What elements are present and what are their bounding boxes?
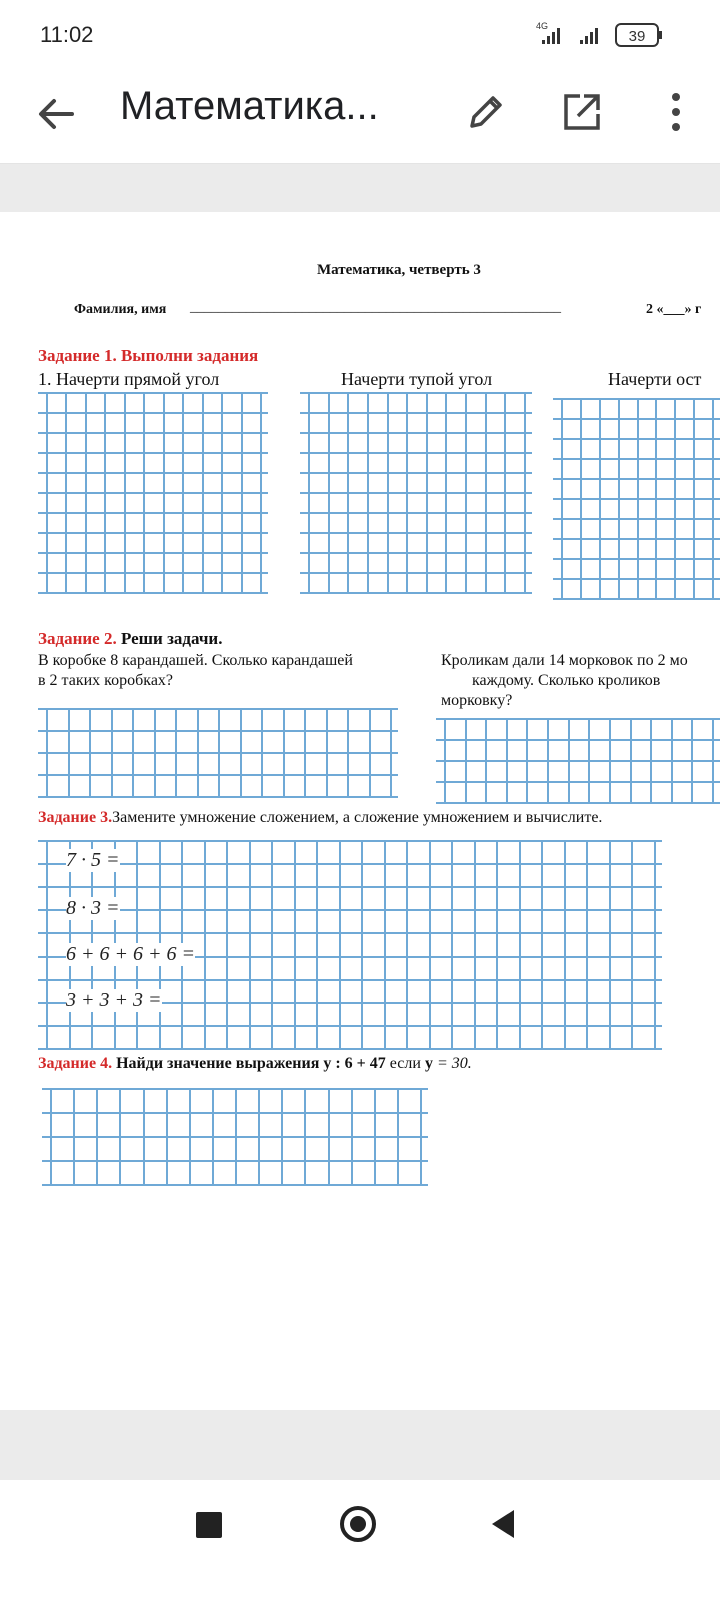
grid-line-vertical — [50, 1088, 52, 1184]
grid-line-vertical — [524, 392, 526, 592]
grid-line-vertical — [96, 1088, 98, 1184]
grid-line-horizontal — [38, 979, 662, 981]
grid-line-vertical — [654, 840, 656, 1048]
grid-line-vertical — [202, 392, 204, 592]
grid-line-vertical — [347, 708, 349, 796]
grid-line-vertical — [465, 718, 467, 802]
grid-line-vertical — [260, 392, 262, 592]
grid-line-horizontal — [553, 598, 720, 600]
expression-1: 7 · 5 = — [66, 849, 120, 871]
grid-line-vertical — [124, 392, 126, 592]
grid-line-vertical — [197, 708, 199, 796]
grid-line-vertical — [631, 840, 633, 1048]
grid-line-vertical — [547, 718, 549, 802]
grid-line-horizontal — [38, 863, 662, 865]
grid-line-horizontal — [300, 432, 532, 434]
grid-line-vertical — [132, 708, 134, 796]
grid-line-vertical — [564, 840, 566, 1048]
back-button[interactable] — [30, 88, 82, 140]
grid-line-vertical — [426, 392, 428, 592]
name-line: _____________________________________________________ — [190, 300, 561, 315]
grid-line-vertical — [204, 840, 206, 1048]
task4-heading-if: если — [389, 1055, 421, 1072]
grid-line-vertical — [712, 398, 714, 598]
grid-line-horizontal — [38, 512, 268, 514]
grid-line-vertical — [712, 718, 714, 802]
grid-line-vertical — [189, 1088, 191, 1184]
grid-line-vertical — [166, 1088, 168, 1184]
network-type: 4G — [536, 21, 549, 31]
grid-line-horizontal — [300, 492, 532, 494]
grid-line-vertical — [308, 392, 310, 592]
grid-line-vertical — [586, 840, 588, 1048]
grid-line-vertical — [235, 1088, 237, 1184]
date-field: 2 «___» г — [646, 302, 702, 317]
edit-button[interactable] — [460, 86, 512, 138]
grid-line-vertical — [328, 1088, 330, 1184]
grid-line-vertical — [465, 392, 467, 592]
grid-line-horizontal — [38, 412, 268, 414]
grid-line-vertical — [283, 708, 285, 796]
viewer-background-bottom — [0, 1410, 720, 1480]
problem1-line1: В коробке 8 карандашей. Сколько карандашей — [38, 652, 353, 669]
grid-line-horizontal — [436, 802, 720, 804]
grid-line-vertical — [588, 718, 590, 802]
grid-line-vertical — [485, 718, 487, 802]
problem2-line3: морковку? — [441, 692, 513, 709]
home-icon — [350, 1516, 366, 1532]
grid-line-horizontal — [300, 412, 532, 414]
grid-line-vertical — [580, 398, 582, 598]
grid-line-vertical — [674, 398, 676, 598]
grid-line-vertical — [46, 708, 48, 796]
grid-line-horizontal — [38, 452, 268, 454]
grid-line-vertical — [637, 398, 639, 598]
grid-line-vertical — [445, 392, 447, 592]
grid-line-horizontal — [436, 739, 720, 741]
grid-line-vertical — [304, 1088, 306, 1184]
grid-line-vertical — [568, 718, 570, 802]
grid-task1-b[interactable] — [300, 392, 532, 592]
problem2-line1: Кроликам дали 14 морковок по 2 мо — [441, 652, 688, 669]
grid-line-vertical — [541, 840, 543, 1048]
task2-heading-number: Задание 2. — [38, 629, 117, 648]
task4-heading — [38, 1055, 472, 1073]
grid-line-vertical — [304, 708, 306, 796]
grid-line-vertical — [212, 1088, 214, 1184]
grid-line-vertical — [691, 718, 693, 802]
grid-task2-b[interactable] — [436, 718, 720, 802]
task1-heading: Задание 1. Выполни задания — [38, 346, 259, 365]
grid-line-horizontal — [38, 472, 268, 474]
grid-line-horizontal — [300, 592, 532, 594]
grid-task1-a[interactable] — [38, 392, 268, 592]
grid-line-vertical — [485, 392, 487, 592]
grid-line-vertical — [387, 392, 389, 592]
status-icons — [536, 20, 676, 55]
grid-line-vertical — [46, 392, 48, 592]
grid-line-vertical — [526, 718, 528, 802]
grid-line-vertical — [451, 840, 453, 1048]
grid-line-vertical — [351, 1088, 353, 1184]
grid-line-vertical — [618, 398, 620, 598]
grid-line-vertical — [294, 840, 296, 1048]
grid-line-vertical — [85, 392, 87, 592]
task3-heading-number: Задание 3. — [38, 809, 113, 826]
grid-line-vertical — [374, 1088, 376, 1184]
grid-line-horizontal — [38, 796, 398, 798]
grid-line-vertical — [154, 708, 156, 796]
grid-line-vertical — [406, 840, 408, 1048]
grid-line-horizontal — [38, 886, 662, 888]
grid-line-horizontal — [38, 532, 268, 534]
task4-variable: y — [424, 1055, 433, 1072]
system-nav-bar — [0, 1480, 720, 1600]
grid-line-horizontal — [38, 492, 268, 494]
open-external-icon — [556, 86, 608, 138]
expression-2: 8 · 3 = — [66, 897, 120, 919]
grid-line-vertical — [316, 840, 318, 1048]
grid-line-vertical — [347, 392, 349, 592]
system-back-button[interactable] — [492, 1510, 514, 1538]
grid-line-horizontal — [300, 572, 532, 574]
grid-line-vertical — [397, 1088, 399, 1184]
grid-line-vertical — [650, 718, 652, 802]
grid-line-vertical — [474, 840, 476, 1048]
recents-button[interactable] — [196, 1512, 222, 1538]
grid-line-vertical — [143, 1088, 145, 1184]
grid-line-vertical — [261, 708, 263, 796]
more-options-button[interactable] — [650, 86, 702, 138]
signal-icon — [536, 20, 676, 50]
grid-line-vertical — [221, 392, 223, 592]
task1-item-right-angle: 1. Начерти прямой угол — [38, 369, 220, 389]
grid-line-vertical — [444, 718, 446, 802]
grid-line-vertical — [182, 392, 184, 592]
page-title: Математика... — [120, 84, 379, 128]
grid-line-vertical — [693, 398, 695, 598]
grid-line-vertical — [609, 718, 611, 802]
grid-line-vertical — [89, 708, 91, 796]
grid-line-vertical — [506, 718, 508, 802]
app-bar — [0, 70, 720, 164]
viewer-background-top — [0, 164, 720, 212]
grid-line-vertical — [226, 840, 228, 1048]
grid-line-vertical — [68, 708, 70, 796]
pencil-icon — [460, 86, 512, 138]
grid-line-vertical — [175, 708, 177, 796]
grid-line-vertical — [241, 392, 243, 592]
grid-line-vertical — [609, 840, 611, 1048]
grid-line-vertical — [104, 392, 106, 592]
grid-line-horizontal — [42, 1184, 428, 1186]
grid-line-vertical — [339, 840, 341, 1048]
grid-line-horizontal — [38, 572, 268, 574]
grid-line-vertical — [367, 392, 369, 592]
grid-line-vertical — [429, 840, 431, 1048]
grid-line-vertical — [218, 708, 220, 796]
arrow-left-icon — [30, 88, 82, 140]
grid-line-horizontal — [38, 932, 662, 934]
grid-line-vertical — [655, 398, 657, 598]
grid-line-horizontal — [300, 552, 532, 554]
grid-line-vertical — [599, 398, 601, 598]
grid-line-horizontal — [300, 472, 532, 474]
grid-line-vertical — [258, 1088, 260, 1184]
grid-line-vertical — [420, 1088, 422, 1184]
grid-line-horizontal — [300, 452, 532, 454]
grid-line-vertical — [369, 708, 371, 796]
grid-task4[interactable] — [42, 1088, 428, 1184]
grid-line-vertical — [281, 1088, 283, 1184]
problem1-line2: в 2 таких коробках? — [38, 672, 174, 689]
grid-task1-c[interactable] — [553, 398, 720, 598]
grid-line-vertical — [73, 1088, 75, 1184]
grid-line-vertical — [519, 840, 521, 1048]
name-label: Фамилия, имя — [74, 302, 167, 317]
clock: 11:02 — [40, 22, 94, 47]
grid-line-vertical — [504, 392, 506, 592]
doc-title: Математика, четверть 3 — [317, 262, 481, 278]
grid-line-horizontal — [300, 512, 532, 514]
status-bar — [0, 0, 720, 70]
grid-line-vertical — [328, 392, 330, 592]
grid-line-horizontal — [38, 909, 662, 911]
grid-line-horizontal — [38, 1025, 662, 1027]
home-button[interactable] — [340, 1506, 376, 1542]
grid-line-vertical — [163, 392, 165, 592]
grid-line-vertical — [496, 840, 498, 1048]
grid-line-horizontal — [38, 552, 268, 554]
battery-level: 39 — [628, 28, 646, 45]
task3-heading-text: Замените умножение сложением, а сложение умножением и вычислите. — [112, 809, 603, 826]
task4-value: = 30. — [436, 1055, 472, 1072]
grid-line-vertical — [240, 708, 242, 796]
grid-line-vertical — [630, 718, 632, 802]
task1-item-obtuse-angle: Начерти тупой угол — [341, 369, 493, 389]
grid-line-vertical — [406, 392, 408, 592]
expression-4: 3 + 3 + 3 = — [66, 989, 162, 1011]
expression-3: 6 + 6 + 6 + 6 = — [66, 943, 195, 965]
grid-line-vertical — [384, 840, 386, 1048]
grid-line-horizontal — [300, 532, 532, 534]
grid-line-vertical — [390, 708, 392, 796]
task1-item-acute-angle: Начерти ост — [608, 369, 702, 389]
problem2-line2: каждому. Сколько кроликов — [472, 672, 661, 689]
grid-line-vertical — [671, 718, 673, 802]
grid-line-horizontal — [38, 432, 268, 434]
grid-line-vertical — [119, 1088, 121, 1184]
grid-line-vertical — [561, 398, 563, 598]
task4-heading-number: Задание 4. — [38, 1055, 113, 1072]
task3-heading — [38, 809, 602, 827]
document-page[interactable] — [0, 212, 720, 1410]
grid-line-vertical — [111, 708, 113, 796]
grid-line-horizontal — [436, 760, 720, 762]
grid-line-vertical — [143, 392, 145, 592]
grid-line-horizontal — [300, 392, 532, 394]
open-external-button[interactable] — [556, 86, 608, 138]
grid-line-vertical — [326, 708, 328, 796]
task4-heading-expression: Найди значение выражения y : 6 + 47 — [116, 1055, 386, 1072]
grid-line-horizontal — [38, 840, 662, 842]
grid-line-vertical — [249, 840, 251, 1048]
grid-line-horizontal — [436, 718, 720, 720]
grid-line-horizontal — [38, 1048, 662, 1050]
task2-heading-text: Реши задачи. — [120, 629, 223, 648]
more-vert-icon — [650, 86, 702, 138]
task2-heading — [38, 629, 222, 649]
grid-line-vertical — [46, 840, 48, 1048]
grid-line-horizontal — [436, 781, 720, 783]
grid-line-horizontal — [38, 592, 268, 594]
grid-line-vertical — [65, 392, 67, 592]
grid-line-horizontal — [38, 392, 268, 394]
grid-line-vertical — [361, 840, 363, 1048]
grid-task2-a[interactable] — [38, 708, 398, 796]
grid-line-vertical — [271, 840, 273, 1048]
